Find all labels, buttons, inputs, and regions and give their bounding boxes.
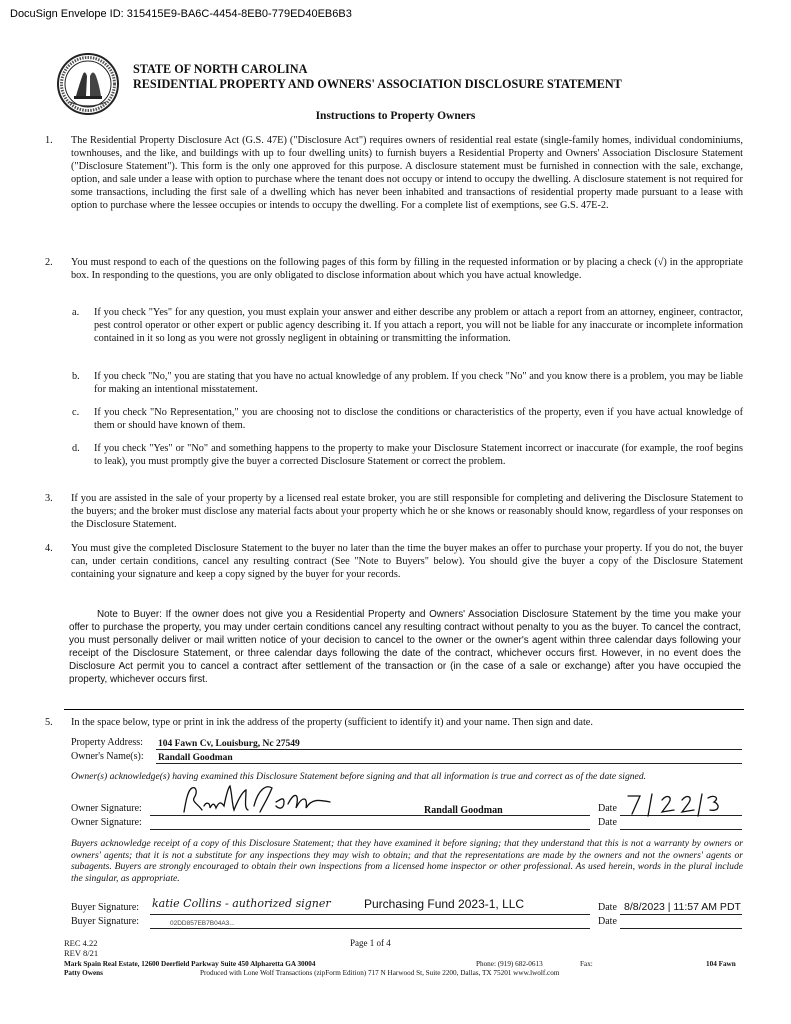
- footer-agent: Patty Owens: [64, 969, 103, 977]
- buyer-signature-line-1: [150, 914, 590, 915]
- buyer-signature-label-2: Buyer Signature:: [71, 916, 140, 927]
- owner-signature-label-2: Owner Signature:: [71, 817, 142, 828]
- buyer-date-label-2: Date: [598, 916, 617, 927]
- owner-acknowledgement: Owner(s) acknowledge(s) having examined this Disclosure Statement before signing and that all information is true and correct as of the date signed.: [71, 771, 647, 782]
- owner-name-line: [156, 763, 742, 764]
- owner-name-label: Owner's Name(s):: [71, 751, 144, 762]
- buyer-date-value[interactable]: 8/8/2023 | 11:57 AM PDT: [624, 901, 741, 913]
- owner-signature-image[interactable]: [180, 782, 360, 818]
- footer-rec: REC 4.22: [64, 938, 98, 948]
- footer-fax: Fax:: [580, 960, 593, 968]
- instruction-subitem-c: c. If you check "No Representation," you are choosing not to disclose the conditions or characteristics of the property, even if you have actual knowledge of them or should have known of them.: [72, 407, 743, 431]
- buyer-acknowledgement: Buyers acknowledge receipt of a copy of this Disclosure Statement; that they have examined it before signing; that they understand that this is not a warranty by owners or owners' agents; that it is not a substitute for any inspections they may wish to obtain; and that the representations are made by the owners and not the owners' agents or subagents. Buyers are strongly encouraged to obtain their own inspections from a licensed home inspector or other professional. As used herein, words in the plural include the singular, as appropriate.: [71, 838, 743, 884]
- owner-signature-line-2: [150, 829, 590, 830]
- buyer-date-line-1: [620, 914, 742, 915]
- footer-phone: Phone: (919) 682-0613: [476, 960, 543, 968]
- owner-name-field[interactable]: Randall Goodman: [158, 753, 233, 763]
- docusign-signer-id: 02DD857EB7B04A3...: [170, 920, 235, 927]
- owner-date-label-1: Date: [598, 803, 617, 814]
- owner-date-handwritten[interactable]: [622, 790, 732, 818]
- nc-state-seal-icon: [56, 52, 120, 116]
- instruction-item-5: 5. In the space below, type or print in ink the address of the property (sufficient to identify it) and your name. Then sign and date.: [45, 717, 593, 728]
- header-state: STATE OF NORTH CAROLINA: [133, 62, 308, 76]
- owner-date-line-2: [620, 829, 742, 830]
- instruction-item-3: 3. If you are assisted in the sale of your property by a licensed real estate broker, you are still responsible for completing and delivering the Disclosure Statement to the buyers; and the broker must disclose any material facts about your property which he or she knows or reasonably should know, regardless of your responses on the Disclosure Statement.: [45, 493, 743, 530]
- owner-printed-name: Randall Goodman: [424, 805, 503, 816]
- instruction-subitem-a: a. If you check "Yes" for any question, you must explain your answer and either describe any problem or attach a report from an attorney, engineer, contractor, pest control operator or other expert or public agency describing it. If you attach a report, you will not be liable for any inaccurate or incomplete information contained in it so long as you were not grossly negligent in obtaining or transmitting the information.: [72, 307, 743, 344]
- form-header: [133, 62, 622, 92]
- owner-signature-label-1: Owner Signature:: [71, 803, 142, 814]
- instruction-subitem-d: d. If you check "Yes" or "No" and something happens to the property to make your Disclosure Statement incorrect or inaccurate (for example, the roof begins to leak), you must promptly give the buyer a corrected Disclosure Statement or correct the problem.: [72, 443, 743, 467]
- note-to-buyer: Note to Buyer: If the owner does not give you a Residential Property and Owners' Association Disclosure Statement by the time you make your offer to purchase the property, you may under certain conditions cancel any resulting contract without penalty to you as the buyer. To cancel the contract, you must personally deliver or mail written notice of your decision to cancel to the owner or the owner's agent within three calendar days following your receipt of the Disclosure Statement, or three calendar days following the date of the contract, whichever occurs first. However, in no event does the Disclosure Act permit you to cancel a contract after settlement of the transaction or (in the case of a sale or exchange) after you have occupied the property, whichever occurs first.: [69, 609, 741, 685]
- owner-date-label-2: Date: [598, 817, 617, 828]
- docusign-envelope-id: DocuSign Envelope ID: 315415E9-BA6C-4454-8EB0-779ED40EB6B3: [10, 8, 352, 20]
- buyer-signature-handwriting[interactable]: katie Collins - authorized signer: [152, 898, 331, 910]
- buyer-date-label-1: Date: [598, 902, 617, 913]
- footer-page-number: Page 1 of 4: [350, 938, 391, 948]
- instruction-item-1: 1. The Residential Property Disclosure Act (G.S. 47E) ("Disclosure Act") requires owners of residential real estate (single-family homes, individual condominiums, townhouses, and the like, and buildings with up to four dwelling units) to furnish buyers a Residential Property and Owners' Association Disclosure Statement ("Disclosure Statement"). This form is the only one approved for this purpose. A disclosure statement must be furnished in connection with the sale, exchange, option, and sale under a lease with option to purchase where the tenant does not occupy or intend to occupy the dwelling. A disclosure statement is not required for some transactions, including the first sale of a dwelling which has never been inhabited and transactions of residential property made pursuant to a lease with option to purchase where the lessee occupies or intends to occupy the dwelling. For a complete list of exemptions, see G.S. 47E-2.: [45, 135, 743, 211]
- footer-property-short: 104 Fawn: [706, 960, 736, 968]
- section-divider: [64, 709, 744, 710]
- property-address-field[interactable]: 104 Fawn Cv, Louisburg, Nc 27549: [158, 739, 300, 749]
- property-address-label: Property Address:: [71, 737, 143, 748]
- header-title: RESIDENTIAL PROPERTY AND OWNERS' ASSOCIATION DISCLOSURE STATEMENT: [133, 77, 622, 91]
- instruction-item-2: 2. You must respond to each of the questions on the following pages of this form by filling in the requested information or by placing a check (√) in the appropriate box. In responding to the questions, you are only obligated to disclose information about which you have actual knowledge.: [45, 257, 743, 281]
- buyer-date-line-2: [620, 928, 742, 929]
- instruction-item-4: 4. You must give the completed Disclosure Statement to the buyer no later than the time the buyer makes an offer to purchase your property. If you do not, the buyer can, under certain conditions, cancel any resulting contract (See "Note to Buyers" below). You should give the buyer a copy of the Disclosure Statement containing your signature and keep a copy signed by the buyer for your records.: [45, 543, 743, 580]
- instruction-subitem-b: b. If you check "No," you are stating that you have no actual knowledge of any problem. If you check "No" and you know there is a problem, you may be liable for making an intentional misstatement.: [72, 371, 743, 395]
- buyer-entity-name: Purchasing Fund 2023-1, LLC: [364, 897, 525, 911]
- footer-rev: REV 8/21: [64, 948, 99, 958]
- instructions-title: Instructions to Property Owners: [315, 110, 476, 122]
- buyer-signature-label-1: Buyer Signature:: [71, 902, 140, 913]
- footer-brokerage: Mark Spain Real Estate, 12600 Deerfield Parkway Suite 450 Alpharetta GA 30004: [64, 960, 316, 968]
- footer-produced-by: Produced with Lone Wolf Transactions (zipForm Edition) 717 N Harwood St, Suite 2200, Dallas, TX 75201 www.lwolf.com: [200, 969, 560, 977]
